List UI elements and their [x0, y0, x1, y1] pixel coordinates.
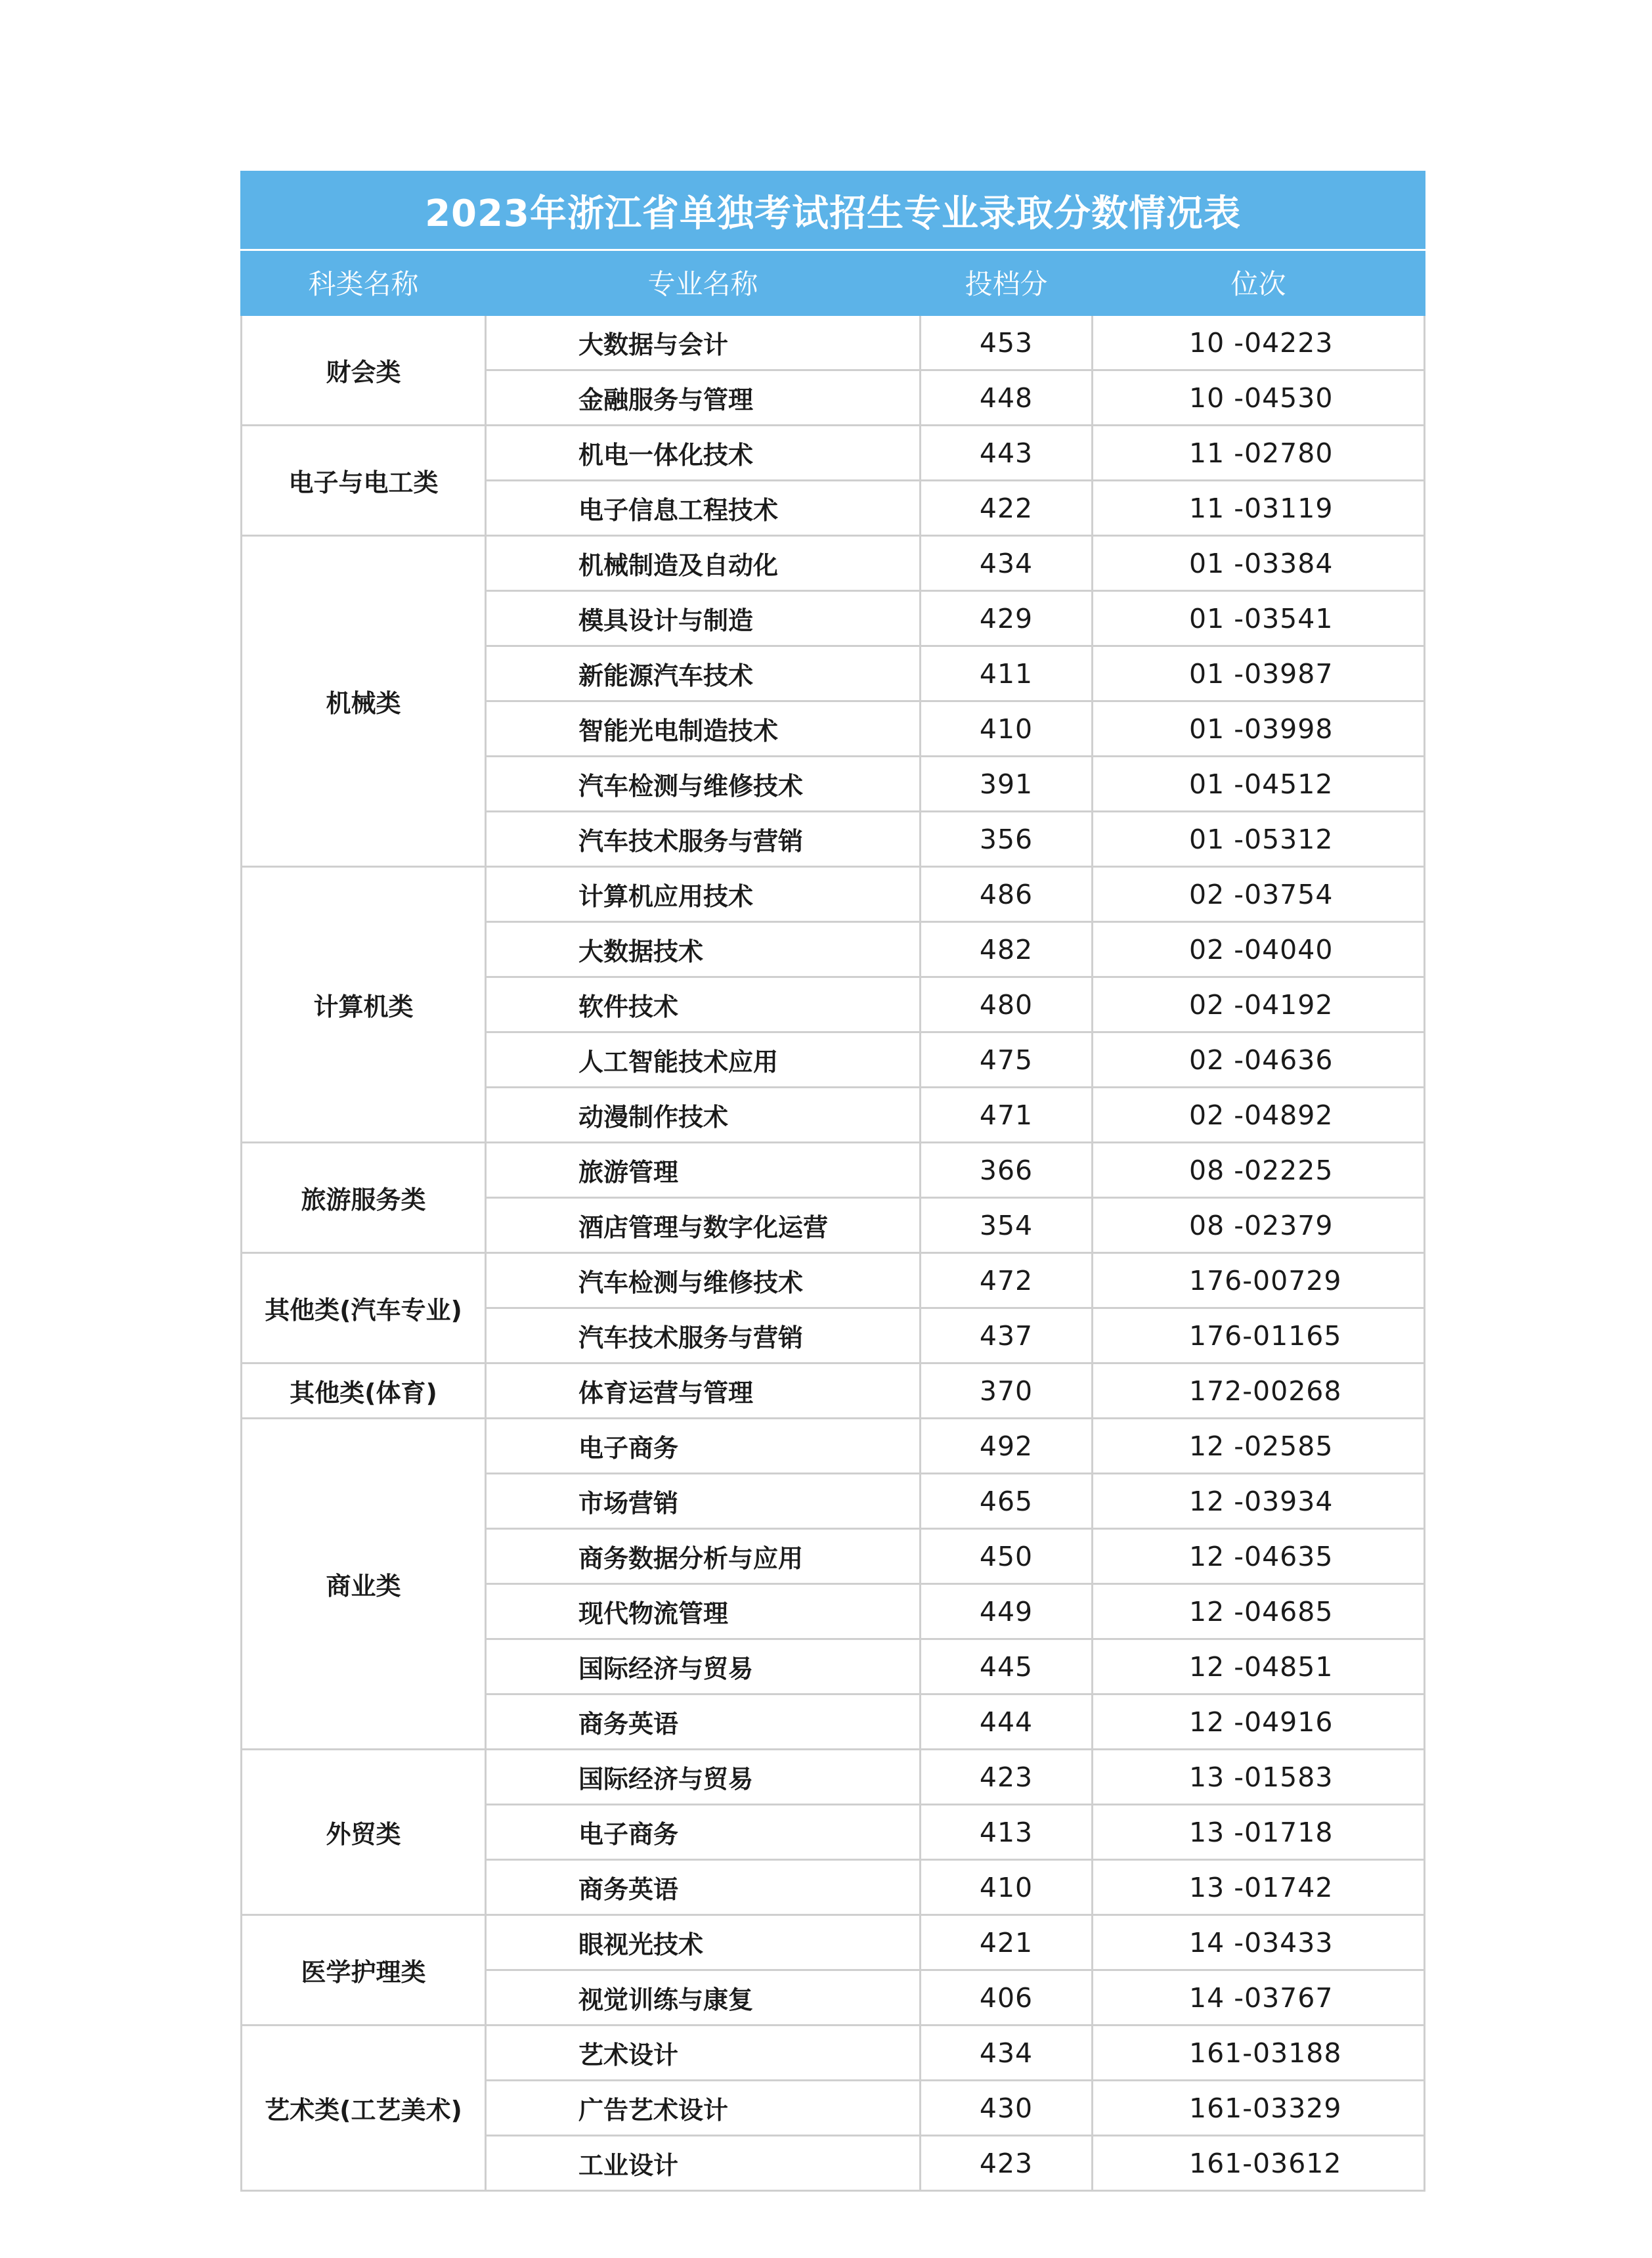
- major-cell: 广告艺术设计: [486, 2081, 921, 2136]
- major-cell: 旅游管理: [486, 1143, 921, 1198]
- score-cell: 449: [921, 1584, 1093, 1639]
- score-cell: 434: [921, 2026, 1093, 2081]
- rank-cell: 10 -04223: [1093, 315, 1425, 370]
- table-row: [242, 426, 1425, 481]
- rank-cell: 12 -04685: [1093, 1584, 1425, 1639]
- table-row: [242, 1363, 1425, 1419]
- major-cell: 大数据技术: [486, 922, 921, 977]
- category-cell: 计算机类: [242, 867, 486, 1143]
- rank-cell: 01 -03541: [1093, 591, 1425, 646]
- rank-cell: 02 -03754: [1093, 867, 1425, 922]
- rank-cell: 02 -04192: [1093, 977, 1425, 1032]
- rank-cell: 11 -03119: [1093, 481, 1425, 536]
- score-cell: 445: [921, 1639, 1093, 1694]
- category-cell: 商业类: [242, 1419, 486, 1750]
- score-cell: 410: [921, 701, 1093, 757]
- score-cell: 437: [921, 1308, 1093, 1363]
- table-row: [242, 315, 1425, 370]
- major-cell: 国际经济与贸易: [486, 1750, 921, 1805]
- category-cell: 其他类(汽车专业): [242, 1253, 486, 1363]
- rank-cell: 02 -04636: [1093, 1032, 1425, 1088]
- major-cell: 汽车技术服务与营销: [486, 812, 921, 867]
- score-cell: 465: [921, 1474, 1093, 1529]
- category-cell: 艺术类(工艺美术): [242, 2026, 486, 2191]
- major-cell: 视觉训练与康复: [486, 1970, 921, 2026]
- score-cell: 356: [921, 812, 1093, 867]
- major-cell: 机电一体化技术: [486, 426, 921, 481]
- admission-score-table: [240, 171, 1425, 2192]
- rank-cell: 01 -03998: [1093, 701, 1425, 757]
- rank-cell: 161-03329: [1093, 2081, 1425, 2136]
- column-header-row: [242, 250, 1425, 315]
- major-cell: 新能源汽车技术: [486, 646, 921, 701]
- score-cell: 423: [921, 1750, 1093, 1805]
- rank-cell: 12 -04635: [1093, 1529, 1425, 1584]
- header-category: 科类名称: [242, 250, 486, 315]
- score-cell: 475: [921, 1032, 1093, 1088]
- score-cell: 391: [921, 757, 1093, 812]
- score-cell: 411: [921, 646, 1093, 701]
- rank-cell: 176-01165: [1093, 1308, 1425, 1363]
- rank-cell: 12 -04851: [1093, 1639, 1425, 1694]
- rank-cell: 14 -03767: [1093, 1970, 1425, 2026]
- major-cell: 汽车检测与维修技术: [486, 1253, 921, 1308]
- rank-cell: 01 -04512: [1093, 757, 1425, 812]
- rank-cell: 176-00729: [1093, 1253, 1425, 1308]
- table-row: [242, 867, 1425, 922]
- major-cell: 国际经济与贸易: [486, 1639, 921, 1694]
- score-cell: 492: [921, 1419, 1093, 1474]
- table-body: [242, 315, 1425, 2191]
- table-row: [242, 2026, 1425, 2081]
- major-cell: 汽车检测与维修技术: [486, 757, 921, 812]
- score-cell: 406: [921, 1970, 1093, 2026]
- major-cell: 模具设计与制造: [486, 591, 921, 646]
- score-cell: 421: [921, 1915, 1093, 1970]
- category-cell: 其他类(体育): [242, 1363, 486, 1419]
- table-row: [242, 536, 1425, 591]
- major-cell: 动漫制作技术: [486, 1088, 921, 1143]
- rank-cell: 11 -02780: [1093, 426, 1425, 481]
- rank-cell: 10 -04530: [1093, 370, 1425, 426]
- score-cell: 448: [921, 370, 1093, 426]
- table-row: [242, 1253, 1425, 1308]
- score-cell: 422: [921, 481, 1093, 536]
- title-row: [242, 172, 1425, 250]
- rank-cell: 12 -03934: [1093, 1474, 1425, 1529]
- major-cell: 酒店管理与数字化运营: [486, 1198, 921, 1253]
- category-cell: 旅游服务类: [242, 1143, 486, 1253]
- rank-cell: 02 -04892: [1093, 1088, 1425, 1143]
- rank-cell: 172-00268: [1093, 1363, 1425, 1419]
- category-cell: 电子与电工类: [242, 426, 486, 536]
- table-row: [242, 1915, 1425, 1970]
- header-major: 专业名称: [486, 250, 921, 315]
- rank-cell: 12 -02585: [1093, 1419, 1425, 1474]
- score-cell: 423: [921, 2136, 1093, 2191]
- major-cell: 商务英语: [486, 1860, 921, 1915]
- score-cell: 354: [921, 1198, 1093, 1253]
- score-cell: 410: [921, 1860, 1093, 1915]
- category-cell: 医学护理类: [242, 1915, 486, 2026]
- major-cell: 商务数据分析与应用: [486, 1529, 921, 1584]
- admission-score-sheet: [240, 171, 1424, 2192]
- rank-cell: 13 -01583: [1093, 1750, 1425, 1805]
- score-cell: 480: [921, 977, 1093, 1032]
- score-cell: 443: [921, 426, 1093, 481]
- score-cell: 482: [921, 922, 1093, 977]
- rank-cell: 13 -01742: [1093, 1860, 1425, 1915]
- score-cell: 450: [921, 1529, 1093, 1584]
- table-header: [242, 172, 1425, 315]
- rank-cell: 01 -03987: [1093, 646, 1425, 701]
- header-score: 投档分: [921, 250, 1093, 315]
- score-cell: 429: [921, 591, 1093, 646]
- major-cell: 市场营销: [486, 1474, 921, 1529]
- score-cell: 471: [921, 1088, 1093, 1143]
- rank-cell: 08 -02225: [1093, 1143, 1425, 1198]
- score-cell: 430: [921, 2081, 1093, 2136]
- major-cell: 眼视光技术: [486, 1915, 921, 1970]
- major-cell: 工业设计: [486, 2136, 921, 2191]
- category-cell: 外贸类: [242, 1750, 486, 1915]
- score-cell: 453: [921, 315, 1093, 370]
- major-cell: 电子商务: [486, 1419, 921, 1474]
- category-cell: 财会类: [242, 315, 486, 426]
- rank-cell: 14 -03433: [1093, 1915, 1425, 1970]
- score-cell: 370: [921, 1363, 1093, 1419]
- major-cell: 人工智能技术应用: [486, 1032, 921, 1088]
- header-rank: 位次: [1093, 250, 1425, 315]
- major-cell: 电子商务: [486, 1805, 921, 1860]
- table-row: [242, 1419, 1425, 1474]
- major-cell: 商务英语: [486, 1694, 921, 1750]
- major-cell: 艺术设计: [486, 2026, 921, 2081]
- rank-cell: 02 -04040: [1093, 922, 1425, 977]
- score-cell: 444: [921, 1694, 1093, 1750]
- major-cell: 汽车技术服务与营销: [486, 1308, 921, 1363]
- score-cell: 486: [921, 867, 1093, 922]
- table-row: [242, 1750, 1425, 1805]
- rank-cell: 161-03188: [1093, 2026, 1425, 2081]
- major-cell: 计算机应用技术: [486, 867, 921, 922]
- major-cell: 大数据与会计: [486, 315, 921, 370]
- score-cell: 472: [921, 1253, 1093, 1308]
- rank-cell: 13 -01718: [1093, 1805, 1425, 1860]
- score-cell: 413: [921, 1805, 1093, 1860]
- rank-cell: 01 -03384: [1093, 536, 1425, 591]
- major-cell: 机械制造及自动化: [486, 536, 921, 591]
- table-title: 2023年浙江省单独考试招生专业录取分数情况表: [242, 172, 1425, 250]
- table-row: [242, 1143, 1425, 1198]
- rank-cell: 12 -04916: [1093, 1694, 1425, 1750]
- major-cell: 软件技术: [486, 977, 921, 1032]
- major-cell: 现代物流管理: [486, 1584, 921, 1639]
- major-cell: 电子信息工程技术: [486, 481, 921, 536]
- category-cell: 机械类: [242, 536, 486, 867]
- major-cell: 金融服务与管理: [486, 370, 921, 426]
- score-cell: 434: [921, 536, 1093, 591]
- rank-cell: 01 -05312: [1093, 812, 1425, 867]
- score-cell: 366: [921, 1143, 1093, 1198]
- major-cell: 体育运营与管理: [486, 1363, 921, 1419]
- rank-cell: 161-03612: [1093, 2136, 1425, 2191]
- major-cell: 智能光电制造技术: [486, 701, 921, 757]
- rank-cell: 08 -02379: [1093, 1198, 1425, 1253]
